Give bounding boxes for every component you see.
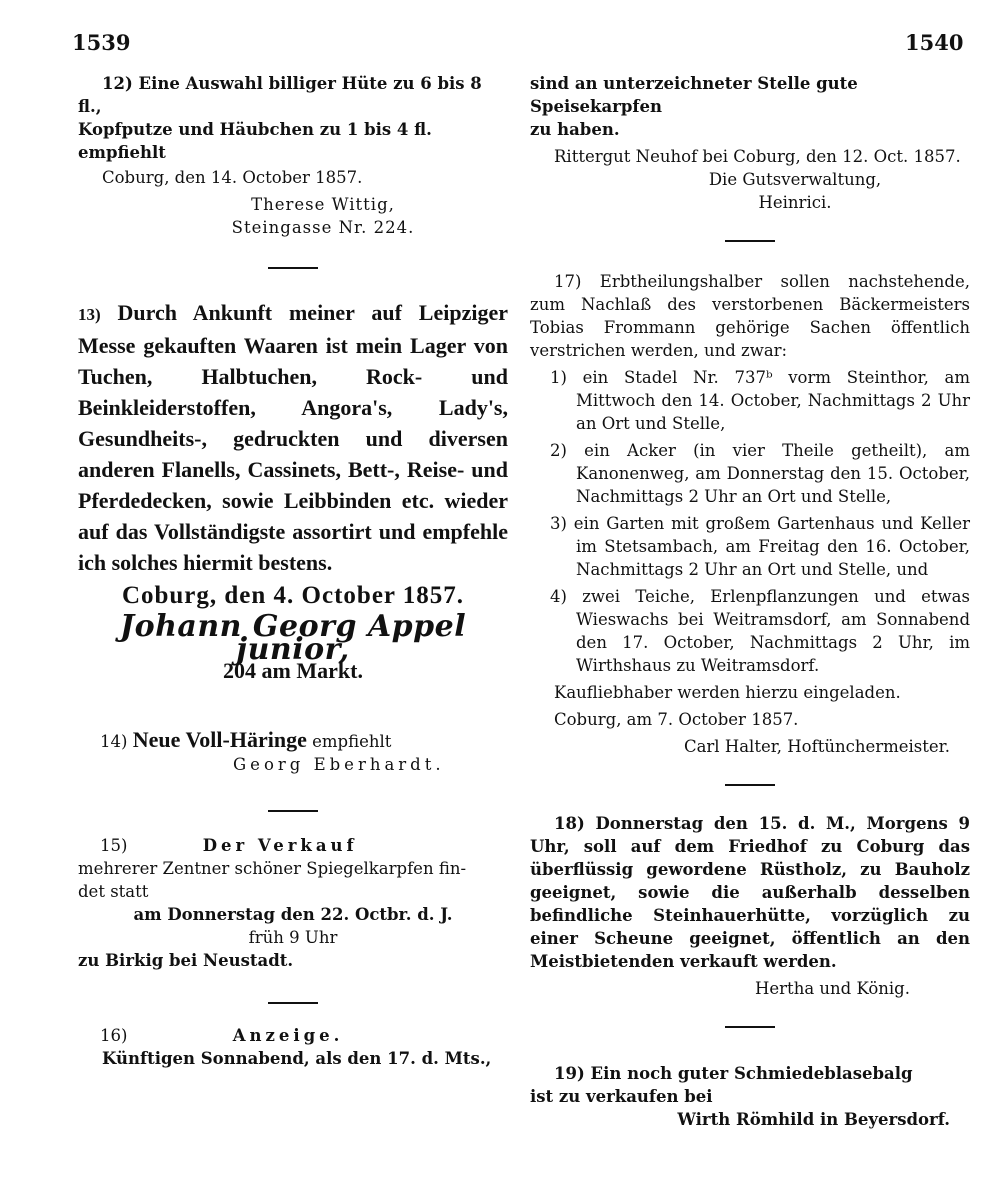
page-number-right: 1540 xyxy=(905,30,964,55)
notice-14-suffix: empfiehlt xyxy=(312,732,392,751)
notice-12-line1: 12) Eine Auswahl billiger Hüte zu 6 bis 8 fl., xyxy=(78,74,482,116)
notice-12 xyxy=(78,72,508,239)
notice-16-cont-signature-2: Heinrici. xyxy=(758,193,832,212)
notice-17-entry-2: 2) ein Acker (in vier Theile getheilt), am Kanonenweg, am Donnerstag den 15. October, Nachmittags 2 Uhr an Ort und Stelle, xyxy=(550,441,970,506)
separator xyxy=(268,810,318,812)
separator xyxy=(725,784,775,786)
notice-13-number: 13) xyxy=(78,305,101,324)
separator xyxy=(725,1026,775,1028)
notice-15-line1: mehrerer Zentner schöner Spiegelkarpfen fin- xyxy=(78,859,467,878)
notice-19-line1: 19) Ein noch guter Schmiedeblasebalg xyxy=(554,1064,913,1083)
notice-15-line5: zu Birkig bei Neustadt. xyxy=(78,951,294,970)
notice-16 xyxy=(78,1024,508,1070)
notice-15 xyxy=(78,834,508,972)
notice-13-address: 204 am Markt. xyxy=(223,658,363,683)
right-column xyxy=(530,72,970,1131)
notice-15-heading: Der Verkauf xyxy=(202,836,358,855)
separator xyxy=(268,267,318,269)
notice-16-number: 16) xyxy=(100,1026,128,1045)
notice-16-cont-line1: sind an unterzeichneter Stelle gute Speisekarpfen xyxy=(530,74,858,116)
notice-16-continued xyxy=(530,72,970,214)
notice-19 xyxy=(530,1062,970,1131)
notice-15-line3: am Donnerstag den 22. Octbr. d. J. xyxy=(133,905,453,924)
notice-17-entry-4: 4) zwei Teiche, Erlenpflanzungen und etwas Wieswachs bei Weitramsdorf, am Sonnabend den 17. October, Nachmittags 2 Uhr, im Wirthshaus zu Weitramsdorf. xyxy=(550,587,970,675)
notice-17 xyxy=(530,270,970,758)
notice-15-number: 15) xyxy=(100,836,128,855)
notice-18 xyxy=(530,812,970,1000)
notice-18-signature: Hertha und König. xyxy=(755,979,910,998)
notice-12-date: Coburg, den 14. October 1857. xyxy=(102,168,363,187)
page-number-left: 1539 xyxy=(72,30,131,55)
notice-15-line2: det statt xyxy=(78,882,149,901)
notice-16-cont-signature-1: Die Gutsverwaltung, xyxy=(708,170,882,189)
notice-13-date: Coburg, den 4. October 1857. xyxy=(121,582,465,609)
notice-15-line4: früh 9 Uhr xyxy=(248,928,338,947)
notice-12-signature-name: Therese Wittig, xyxy=(251,195,395,214)
notice-17-entry-3: 3) ein Garten mit großem Gartenhaus und Keller im Stetsambach, am Freitag den 16. October, Nachmittags 2 Uhr an Ort und Stelle, und xyxy=(550,514,970,579)
notice-19-line2: ist zu verkaufen bei xyxy=(530,1087,713,1106)
notice-13-body: Durch Ankunft meiner auf Leipziger Messe gekauften Waaren ist mein Lager von Tuchen, Halbtuchen, Rock- und Beinkleiderstoffen, Angora's, Lady's, Gesundheits-, gedruckten und diversen anderen Flanells, Cassinets, Bett-, Reise- und Pferdedecken, sowie Leibbinden etc. wieder auf das Vollständigste assortirt und empfehle ich solches hiermit bestens. xyxy=(78,300,509,575)
notice-17-invite: Kaufliebhaber werden hierzu eingeladen. xyxy=(554,683,901,702)
notice-17-date: Coburg, am 7. October 1857. xyxy=(554,710,799,729)
notice-17-signature: Carl Halter, Hoftünchermeister. xyxy=(683,737,950,756)
notice-17-intro: 17) Erbtheilungshalber sollen nachstehende, zum Nachlaß des verstorbenen Bäckermeisters Tobias Frommann gehörige Sachen öffentlich verstrichen werden, und zwar: xyxy=(530,272,970,360)
notice-18-text: 18) Donnerstag den 15. d. M., Morgens 9 Uhr, soll auf dem Friedhof zu Coburg das überflüssig gewordene Rüstholz, zu Bauholz geeignet, sowie die außerhalb desselben befindliche Steinhauerhütte, vorzüglich zu einer Scheune geeignet, öffentlich an den Meistbietenden verkauft werden. xyxy=(530,814,970,971)
notice-14 xyxy=(78,728,508,776)
notice-12-signature-address: Steingasse Nr. 224. xyxy=(231,218,415,237)
notice-17-entry-1: 1) ein Stadel Nr. 737ᵇ vorm Steinthor, am Mittwoch den 14. October, Nachmittags 2 Uhr an Ort und Stelle, xyxy=(550,368,970,433)
left-column xyxy=(78,72,508,1070)
notice-16-cont-line2: zu haben. xyxy=(530,120,620,139)
notice-19-signature: Wirth Römhild in Beyersdorf. xyxy=(677,1110,950,1129)
notice-12-line2: Kopfputze und Häubchen zu 1 bis 4 fl. empfiehlt xyxy=(78,120,432,162)
notice-13 xyxy=(78,297,508,682)
notice-16-cont-date: Rittergut Neuhof bei Coburg, den 12. Oct. 1857. xyxy=(554,147,961,166)
separator xyxy=(725,240,775,242)
notice-13-merchant: Johann Georg Appel junior, xyxy=(119,609,467,667)
separator xyxy=(268,1002,318,1004)
notice-16-heading: Anzeige. xyxy=(232,1026,344,1045)
notice-14-number: 14) xyxy=(100,732,128,751)
notice-16-line1: Künftigen Sonnabend, als den 17. d. Mts., xyxy=(102,1049,492,1068)
notice-13-text xyxy=(78,297,508,578)
notice-14-signature: Georg Eberhardt. xyxy=(233,755,445,774)
notice-14-title: Neue Voll-Häringe xyxy=(132,727,307,752)
